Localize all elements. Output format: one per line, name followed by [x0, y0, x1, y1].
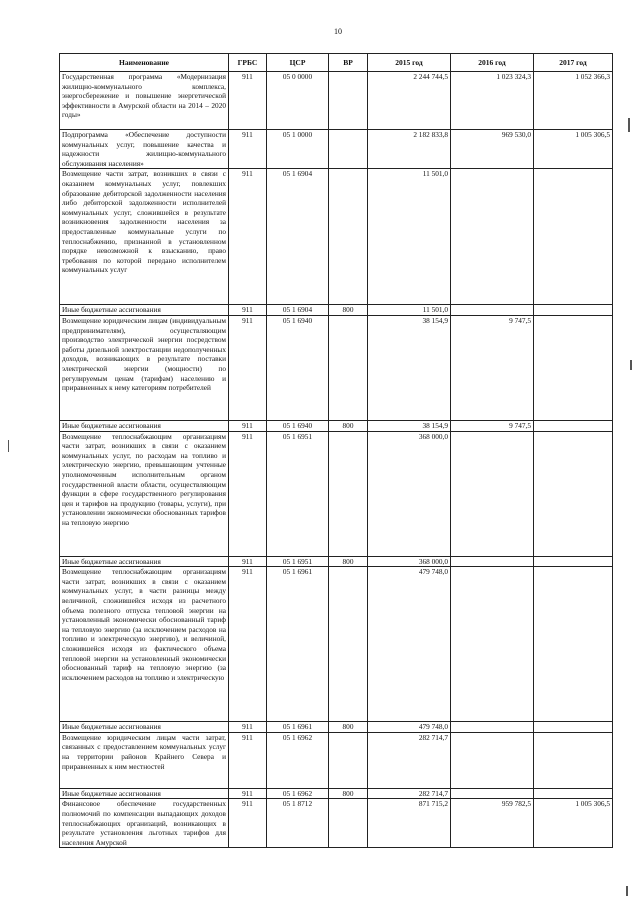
page-number: 10 — [334, 27, 342, 36]
row-2016 — [451, 788, 534, 799]
row-2017 — [534, 420, 613, 431]
row-2017 — [534, 722, 613, 733]
table-row — [60, 305, 613, 316]
scan-edge-mark — [630, 360, 632, 370]
row-name: Финансовое обеспечение государственных полномочий по компенсации выпадающих доходов теплоснабжающих организаций, возникающих в результате установления льготных тарифов для населения Амурской — [60, 799, 229, 848]
table-row — [60, 799, 613, 848]
row-csr: 05 1 6962 — [267, 732, 329, 788]
row-csr: 05 0 0000 — [267, 72, 329, 130]
row-vr — [329, 169, 368, 305]
header-grbs: ГРБС — [229, 54, 267, 72]
row-2015: 368 000,0 — [368, 556, 451, 567]
row-2015: 38 154,9 — [368, 315, 451, 420]
row-grbs: 911 — [229, 315, 267, 420]
row-2015: 368 000,0 — [368, 431, 451, 556]
row-2017 — [534, 169, 613, 305]
table-row — [60, 722, 613, 733]
row-grbs: 911 — [229, 431, 267, 556]
row-2017: 1 005 306,5 — [534, 799, 613, 848]
row-grbs: 911 — [229, 420, 267, 431]
row-2017 — [534, 788, 613, 799]
row-2017 — [534, 567, 613, 722]
row-grbs: 911 — [229, 556, 267, 567]
row-name: Иные бюджетные ассигнования — [60, 722, 229, 733]
scan-edge-mark — [626, 886, 628, 896]
row-2016 — [451, 169, 534, 305]
row-2016: 959 782,5 — [451, 799, 534, 848]
row-2016: 969 530,0 — [451, 130, 534, 169]
header-2015: 2015 год — [368, 54, 451, 72]
row-2016 — [451, 431, 534, 556]
row-name: Возмещение теплоснабжающим организациям части затрат, возникших в связи с оказанием коммунальных услуг, по расходам на топливо и электрическую энергию, превышающим учтенные уполномоченным исполнительным органом государственной власти области, осуществляющим функции в сфере государственного регулирования цен и тарифов на продукцию (товары, услуги), при установлении экономически обоснованных тарифов на тепловую энергию — [60, 431, 229, 556]
row-vr — [329, 72, 368, 130]
row-name: Государственная программа «Модернизация жилищно-коммунального комплекса, энергосбережение и повышение энергетической эффективности в Амурской области на 2014 – 2020 годы» — [60, 72, 229, 130]
header-name: Наименование — [60, 54, 229, 72]
row-csr: 05 1 6951 — [267, 556, 329, 567]
table-row — [60, 788, 613, 799]
row-csr: 05 1 6940 — [267, 315, 329, 420]
header-2017: 2017 год — [534, 54, 613, 72]
row-vr: 800 — [329, 788, 368, 799]
row-name: Иные бюджетные ассигнования — [60, 305, 229, 316]
table-row — [60, 315, 613, 420]
row-2015: 11 501,0 — [368, 305, 451, 316]
row-vr — [329, 799, 368, 848]
row-name: Возмещение части затрат, возникших в связи с оказанием коммунальных услуг, повлекших образование дебиторской задолженности населения либо дебиторской задолженности исполнителей коммунальных услуг, сложившейся в результате возникновения задолженности населения за предоставленные коммунальные услуги по теплоснабжению, признанной в установленном порядке невозможной к взысканию, право требования по которой передано исполнителем коммунальных услуг — [60, 169, 229, 305]
row-name: Иные бюджетные ассигнования — [60, 420, 229, 431]
header-vr: ВР — [329, 54, 368, 72]
header-csr: ЦСР — [267, 54, 329, 72]
row-csr: 05 1 6904 — [267, 305, 329, 316]
table-row — [60, 130, 613, 169]
row-2016 — [451, 722, 534, 733]
table-row — [60, 556, 613, 567]
row-vr — [329, 732, 368, 788]
row-vr: 800 — [329, 420, 368, 431]
table-row — [60, 431, 613, 556]
row-grbs: 911 — [229, 169, 267, 305]
row-2015: 2 244 744,5 — [368, 72, 451, 130]
row-csr: 05 1 6961 — [267, 567, 329, 722]
row-vr: 800 — [329, 722, 368, 733]
row-2015: 2 182 833,8 — [368, 130, 451, 169]
budget-table — [59, 53, 613, 848]
row-name: Подпрограмма «Обеспечение доступности коммунальных услуг, повышение качества и надежности жилищно-коммунального обслуживания населения» — [60, 130, 229, 169]
row-2016 — [451, 732, 534, 788]
row-csr: 05 1 6951 — [267, 431, 329, 556]
table-header-row — [60, 54, 613, 72]
row-grbs: 911 — [229, 305, 267, 316]
table-row — [60, 420, 613, 431]
table-row — [60, 732, 613, 788]
table-row — [60, 169, 613, 305]
row-csr: 05 1 6940 — [267, 420, 329, 431]
row-2015: 871 715,2 — [368, 799, 451, 848]
row-vr: 800 — [329, 305, 368, 316]
row-name: Возмещение теплоснабжающим организациям части затрат, возникших в связи с оказанием коммунальных услуг, в части разницы между величиной, сложившейся исходя из расчетного объема полезного отпуска тепловой энергии на установленный экономически обоснованный тариф на тепловую энергию (за исключением расходов на топливо и электрическую энергию), и величиной, сложившейся исходя из фактического объема тепловой энергии на установленный экономически обоснованный тариф на тепловую энергию (за исключением расходов на топливо и электрическую — [60, 567, 229, 722]
row-2017 — [534, 305, 613, 316]
row-2015: 479 748,0 — [368, 722, 451, 733]
row-name: Возмещение юридическим лицам (индивидуальным предпринимателям), осуществляющим производство электрической энергии посредством работы дизельной электростанции недополученных доходов, возникающих в результате поставки электрической энергии (мощности) по регулируемым ценам (тарифам) населению и приравненных к нему категориям потребителей — [60, 315, 229, 420]
row-2016: 1 023 324,3 — [451, 72, 534, 130]
row-csr: 05 1 6904 — [267, 169, 329, 305]
row-vr — [329, 130, 368, 169]
scan-edge-mark — [628, 118, 630, 132]
row-2015: 282 714,7 — [368, 732, 451, 788]
row-csr: 05 1 6961 — [267, 722, 329, 733]
row-vr — [329, 315, 368, 420]
table-row — [60, 567, 613, 722]
row-grbs: 911 — [229, 567, 267, 722]
row-csr: 05 1 6962 — [267, 788, 329, 799]
row-vr — [329, 431, 368, 556]
row-2017 — [534, 315, 613, 420]
row-grbs: 911 — [229, 72, 267, 130]
row-grbs: 911 — [229, 788, 267, 799]
row-vr: 800 — [329, 556, 368, 567]
row-name: Иные бюджетные ассигнования — [60, 556, 229, 567]
scan-edge-mark — [8, 440, 9, 452]
row-2017 — [534, 732, 613, 788]
row-2015: 38 154,9 — [368, 420, 451, 431]
row-grbs: 911 — [229, 799, 267, 848]
row-2015: 282 714,7 — [368, 788, 451, 799]
row-2016 — [451, 567, 534, 722]
row-grbs: 911 — [229, 732, 267, 788]
row-2017: 1 005 306,5 — [534, 130, 613, 169]
row-2016: 9 747,5 — [451, 315, 534, 420]
row-2016: 9 747,5 — [451, 420, 534, 431]
row-csr: 05 1 0000 — [267, 130, 329, 169]
row-grbs: 911 — [229, 722, 267, 733]
header-2016: 2016 год — [451, 54, 534, 72]
row-2017: 1 052 366,3 — [534, 72, 613, 130]
row-2017 — [534, 431, 613, 556]
row-grbs: 911 — [229, 130, 267, 169]
row-2017 — [534, 556, 613, 567]
row-csr: 05 1 8712 — [267, 799, 329, 848]
row-2015: 11 501,0 — [368, 169, 451, 305]
row-name: Возмещение юридическим лицам части затрат, связанных с предоставлением коммунальных услуг на территории районов Крайнего Севера и приравненных к ним местностей — [60, 732, 229, 788]
table-row — [60, 72, 613, 130]
row-2016 — [451, 556, 534, 567]
row-vr — [329, 567, 368, 722]
row-2015: 479 748,0 — [368, 567, 451, 722]
row-2016 — [451, 305, 534, 316]
row-name: Иные бюджетные ассигнования — [60, 788, 229, 799]
